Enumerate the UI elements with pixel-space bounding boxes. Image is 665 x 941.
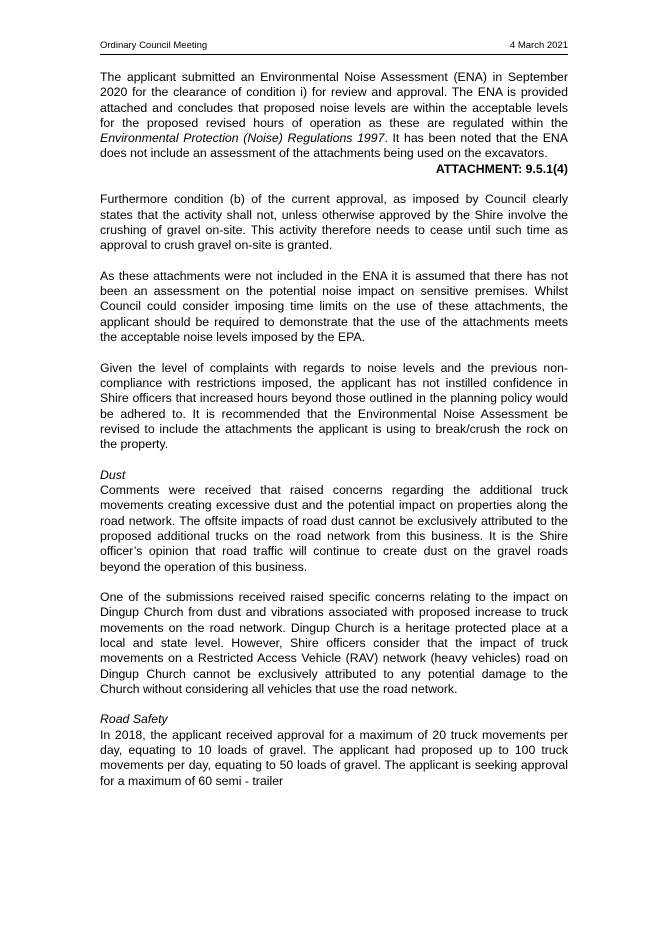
document-body [100, 70, 568, 804]
section-heading-dust: Dust [100, 467, 126, 482]
paragraph-road-safety: In 2018, the applicant received approval for a maximum of 20 truck movements per day, equating to 10 loads of gravel. The applicant had proposed up to 100 truck movements per day, equating to 50 loads of gravel. The applicant is seeking approval for a maximum of 60 semi - trailer [100, 727, 568, 788]
paragraph-dingup-church: One of the submissions received raised specific concerns relating to the impact on Dingup Church from dust and vibrations associated with proposed increase to truck movements on the road network. Dingup Church is a heritage protected place at a local and state level. However, Shire officers consider that the impact of truck movements on a Restricted Access Vehicle (RAV) network (heavy vehicles) road on Dingup Church cannot be exclusively attributed to any potential damage to the Church without considering all vehicles that use the road network. [100, 590, 568, 696]
page-header [100, 38, 568, 55]
paragraph-text: The applicant submitted an Environmental Noise Assessment (ENA) in September 2020 for the clearance of condition i) for review and approval. The ENA is provided attached and concludes that proposed noise levels are within the acceptable levels for the proposed revised hours of operation as these are regulated within the [100, 70, 568, 130]
attachment-reference: ATTACHMENT: 9.5.1(4) [435, 161, 568, 176]
paragraph-attachments-assessment: As these attachments were not included in the ENA it is assumed that there has not been an assessment on the potential noise impact on sensitive premises. Whilst Council could consider imposing time limits on the use of these attachments, the applicant should be required to demonstrate that the use of the attachments meets the acceptable noise levels imposed by the EPA. [100, 268, 568, 345]
section-heading-road-safety: Road Safety [100, 712, 168, 727]
paragraph-ena-submission [100, 70, 568, 162]
meeting-title: Ordinary Council Meeting [100, 40, 208, 51]
regulation-title: Environmental Protection (Noise) Regulations 1997 [100, 131, 385, 146]
paragraph-text: . It has been noted that the ENA does not include an assessment of the attachments being used on the excavators. [100, 131, 569, 161]
meeting-date: 4 March 2021 [509, 40, 568, 51]
paragraph-dust: Comments were received that raised concerns regarding the additional truck movements creating excessive dust and the potential impact on properties along the road network. The offsite impacts of road dust cannot be exclusively attributed to the proposed additional trucks on the road network from this business. It is the Shire officer’s opinion that road traffic will continue to create dust on the gravel roads beyond the operation of this business. [100, 483, 568, 574]
paragraph-complaints: Given the level of complaints with regards to noise levels and the previous non-compliance with restrictions imposed, the applicant has not instilled confidence in Shire officers that increased hours beyond those outlined in the planning policy would be adhered to. It is recommended that the Environmental Noise Assessment be revised to include the attachments the applicant is using to break/crush the rock on the property. [100, 360, 568, 452]
paragraph-condition-b: Furthermore condition (b) of the current approval, as imposed by Council clearly states that the activity shall not, unless otherwise approved by the Shire involve the crushing of gravel on-site. This activity therefore needs to cease until such time as approval to crush gravel on-site is granted. [100, 192, 568, 253]
